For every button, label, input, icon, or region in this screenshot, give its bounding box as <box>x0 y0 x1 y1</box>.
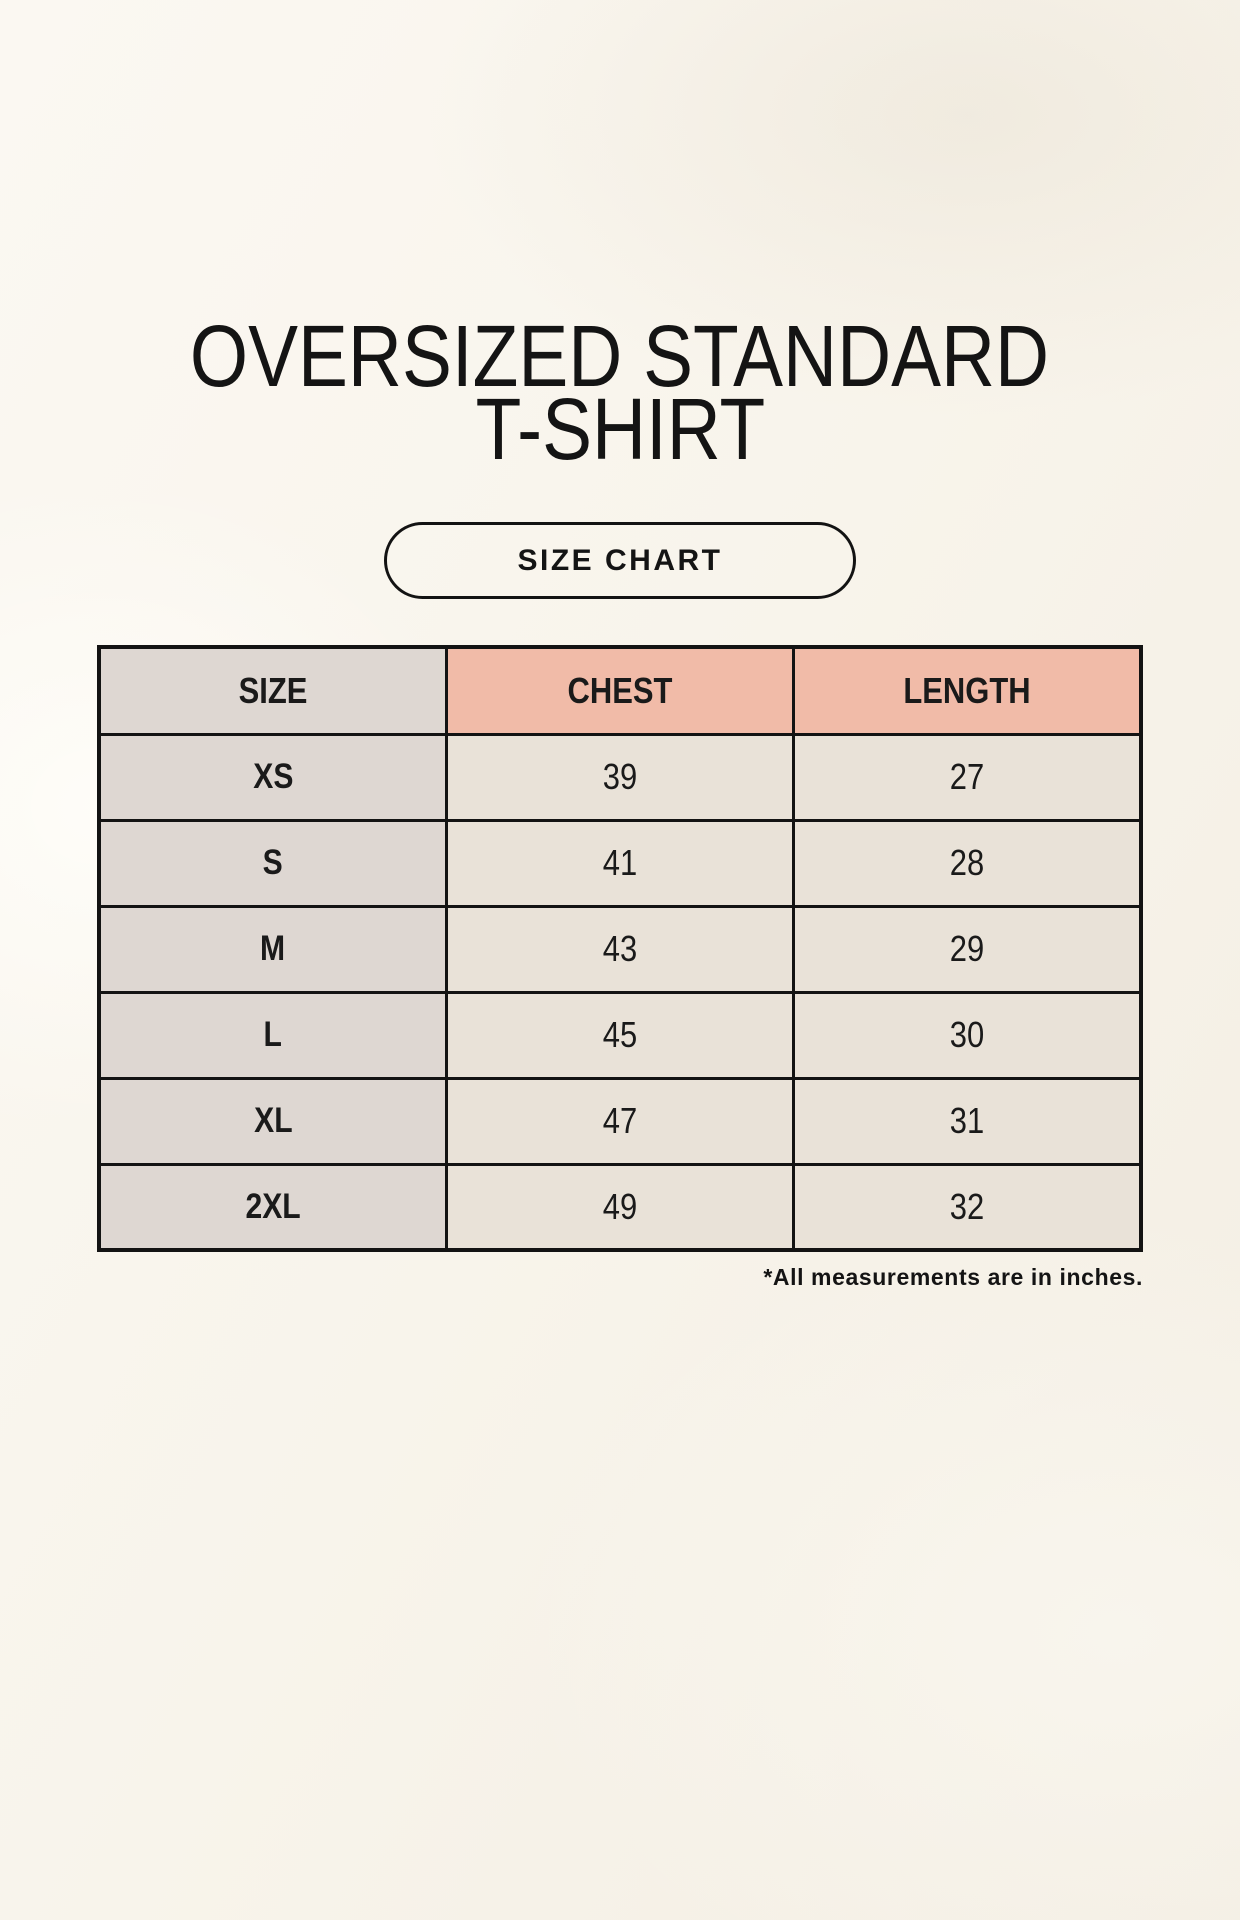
column-header-size: SIZE <box>99 647 446 734</box>
chest-cell: 47 <box>446 1078 793 1164</box>
size-cell: XL <box>99 1078 446 1164</box>
size-table <box>97 645 1143 1252</box>
table-row-m <box>99 906 1141 992</box>
column-header-length: LENGTH <box>794 647 1141 734</box>
size-chart-badge-label: SIZE CHART <box>517 543 723 577</box>
chest-cell: 45 <box>446 992 793 1078</box>
page-title <box>0 308 1240 479</box>
page-title-line-2: T-SHIRT <box>475 381 765 479</box>
length-cell: 28 <box>794 820 1141 906</box>
size-chart-page <box>0 308 1240 1920</box>
table-row-l <box>99 992 1141 1078</box>
column-header-chest: CHEST <box>446 647 793 734</box>
size-cell: L <box>99 992 446 1078</box>
size-cell: S <box>99 820 446 906</box>
chest-cell: 41 <box>446 820 793 906</box>
size-cell: 2XL <box>99 1164 446 1250</box>
size-cell: M <box>99 906 446 992</box>
size-table-header-row <box>99 647 1141 734</box>
length-cell: 30 <box>794 992 1141 1078</box>
measurements-footnote: *All measurements are in inches. <box>763 1264 1143 1291</box>
table-row-xl <box>99 1078 1141 1164</box>
table-row-s <box>99 820 1141 906</box>
chest-cell: 43 <box>446 906 793 992</box>
chest-cell: 39 <box>446 734 793 820</box>
size-cell: XS <box>99 734 446 820</box>
length-cell: 31 <box>794 1078 1141 1164</box>
length-cell: 29 <box>794 906 1141 992</box>
page-title-line-1: OVERSIZED STANDARD <box>190 308 1050 405</box>
chest-cell: 49 <box>446 1164 793 1250</box>
size-chart-badge[interactable] <box>384 522 856 599</box>
length-cell: 32 <box>794 1164 1141 1250</box>
table-row-2xl <box>99 1164 1141 1250</box>
table-row-xs <box>99 734 1141 820</box>
length-cell: 27 <box>794 734 1141 820</box>
